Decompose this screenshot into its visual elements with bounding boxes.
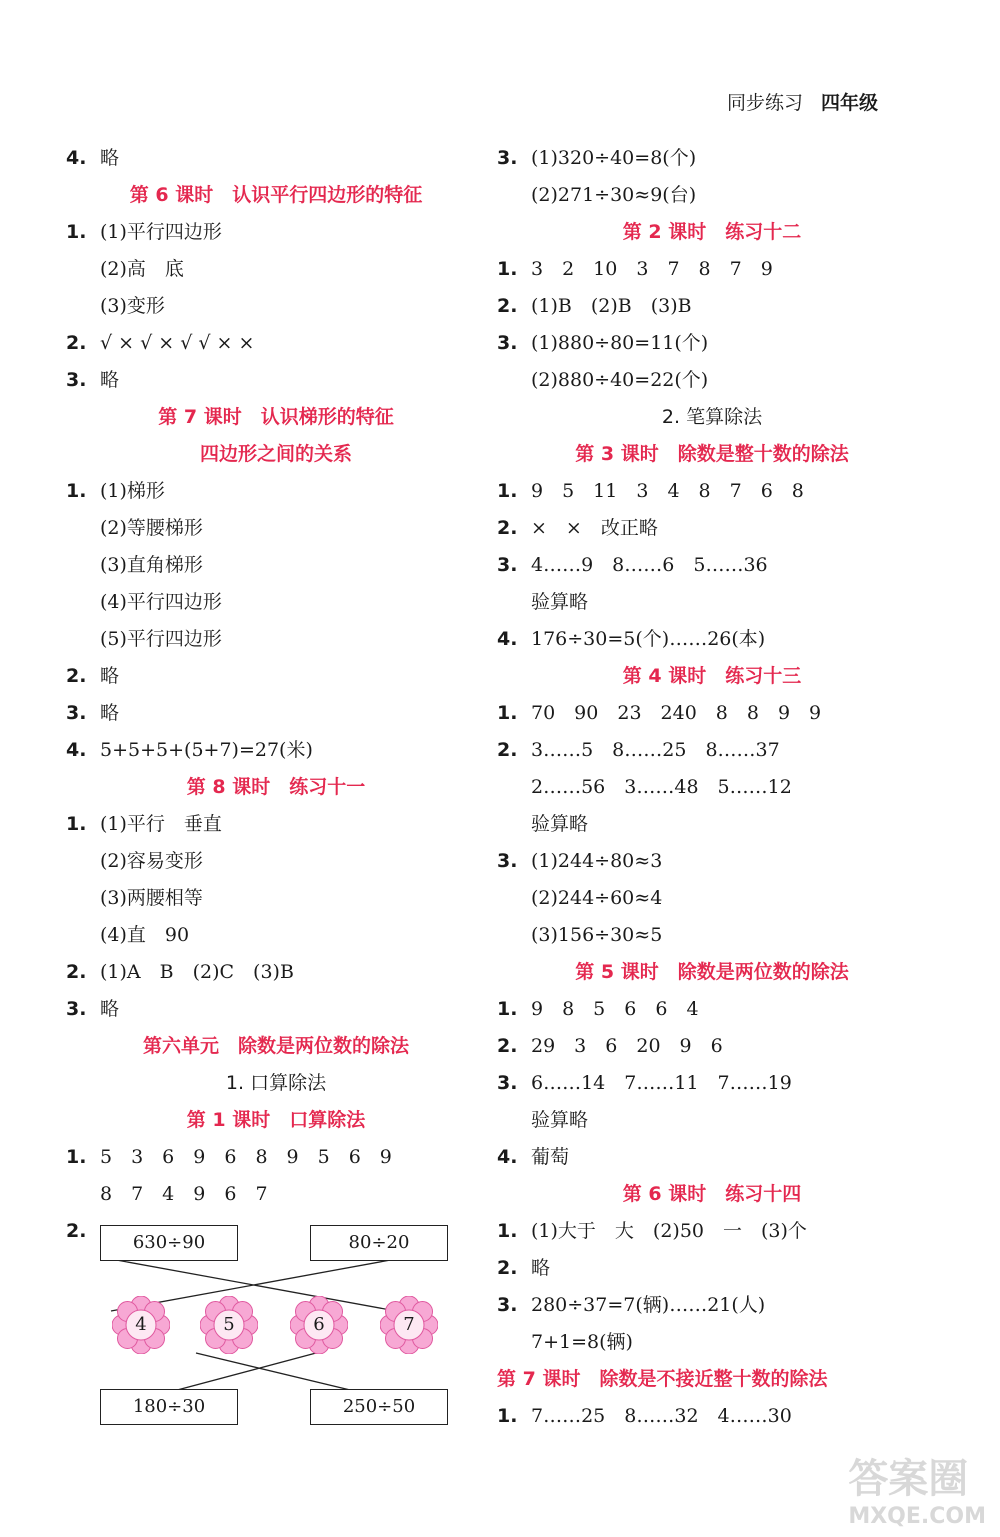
item-number: 1.	[497, 258, 518, 280]
item-number: 1.	[66, 1146, 87, 1168]
answer-continuation: (2)244÷60≈4	[531, 887, 663, 909]
series-title: 同步练习	[726, 92, 803, 114]
item-answer: (1)B (2)B (3)B	[531, 295, 692, 317]
item-answer: (1)梯形	[100, 480, 165, 502]
item-answer: 70 90 23 240 8 8 9 9	[531, 702, 822, 724]
item-answer: 9 8 5 6 6 4	[531, 998, 699, 1020]
flower-7: 7	[380, 1296, 438, 1354]
answer-item	[66, 140, 486, 177]
lesson-heading: 第 5 课时 除数是两位数的除法	[575, 961, 849, 983]
answer-item	[66, 954, 486, 991]
answer-item	[66, 362, 486, 399]
flower-5: 5	[200, 1296, 258, 1354]
item-number: 3.	[66, 702, 87, 724]
item-answer: (1)平行四边形	[100, 221, 222, 243]
item-answer: 略	[100, 147, 120, 169]
item-answer: 9 5 11 3 4 8 7 6 8	[531, 480, 804, 502]
item-number: 3.	[66, 998, 87, 1020]
answer-item	[497, 140, 927, 177]
right-column	[497, 140, 927, 1435]
item-answer: 3 2 10 3 7 8 7 9	[531, 258, 773, 280]
answer-continuation: 8 7 4 9 6 7	[100, 1183, 268, 1205]
item-number: 1.	[497, 998, 518, 1020]
answer-item	[497, 843, 927, 880]
lesson-heading: 第 4 课时 练习十三	[622, 665, 802, 687]
item-number: 4.	[66, 147, 87, 169]
item-number: 1.	[66, 221, 87, 243]
grade-label: 四年级	[820, 92, 878, 114]
answer-item	[497, 251, 927, 288]
item-answer: (1)244÷80≈3	[531, 850, 663, 872]
box-630-div-90: 630÷90	[100, 1225, 238, 1261]
answer-item	[497, 1213, 927, 1250]
answer-continuation: (2)271÷30≈9(台)	[531, 184, 697, 206]
flower-4: 4	[112, 1296, 170, 1354]
item-answer: × × 改正略	[531, 517, 658, 539]
flower-6: 6	[290, 1296, 348, 1354]
answer-continuation: (5)平行四边形	[100, 628, 222, 650]
lesson-heading: 第 8 课时 练习十一	[186, 776, 366, 798]
answer-item	[497, 547, 927, 584]
item-answer: 3……5 8……25 8……37	[531, 739, 780, 761]
item-number: 2.	[66, 1220, 87, 1242]
item-answer: √ × √ × √ √ × ×	[100, 332, 255, 354]
item-number: 3.	[497, 147, 518, 169]
lesson-heading: 第六单元 除数是两位数的除法	[142, 1035, 409, 1057]
answer-continuation: (2)880÷40=22(个)	[531, 369, 709, 391]
answer-item	[497, 621, 927, 658]
item-answer: 略	[100, 998, 120, 1020]
item-answer: 29 3 6 20 9 6	[531, 1035, 723, 1057]
item-answer: (1)平行 垂直	[100, 813, 222, 835]
lesson-heading: 第 6 课时 练习十四	[622, 1183, 802, 1205]
answer-continuation: 验算略	[531, 813, 589, 835]
answer-item	[497, 510, 927, 547]
answer-item	[497, 1139, 927, 1176]
item-answer: 5 3 6 9 6 8 9 5 6 9	[100, 1146, 392, 1168]
answer-item	[497, 1065, 927, 1102]
item-number: 3.	[497, 1072, 518, 1094]
answer-continuation: (2)容易变形	[100, 850, 203, 872]
item-answer: (1)320÷40=8(个)	[531, 147, 697, 169]
item-number: 1.	[497, 1220, 518, 1242]
item-answer: 176÷30=5(个)……26(本)	[531, 628, 766, 650]
answer-item	[497, 1028, 927, 1065]
answer-item	[497, 1287, 927, 1324]
answer-continuation: 7+1=8(辆)	[531, 1331, 633, 1353]
answer-item	[66, 806, 486, 843]
item-number: 2.	[66, 332, 87, 354]
answer-item	[497, 325, 927, 362]
answer-continuation: (3)变形	[100, 295, 165, 317]
item-number: 2.	[497, 295, 518, 317]
answer-continuation: 验算略	[531, 1109, 589, 1131]
lesson-heading: 第 7 课时 认识梯形的特征	[158, 406, 394, 428]
answer-item	[66, 991, 486, 1028]
answer-item	[66, 325, 486, 362]
answer-item	[497, 1398, 927, 1435]
item-answer: (1)A B (2)C (3)B	[100, 961, 294, 983]
answer-item	[66, 473, 486, 510]
item-number: 2.	[497, 1257, 518, 1279]
item-answer: 葡萄	[531, 1146, 570, 1168]
item-number: 1.	[497, 702, 518, 724]
answer-continuation: (2)高 底	[100, 258, 184, 280]
item-number: 2.	[66, 665, 87, 687]
item-number: 1.	[497, 1405, 518, 1427]
box-250-div-50: 250÷50	[310, 1389, 448, 1425]
item-answer: 4……9 8……6 5……36	[531, 554, 768, 576]
item-number: 2.	[497, 739, 518, 761]
item-number: 4.	[66, 739, 87, 761]
section-heading: 2. 笔算除法	[661, 406, 763, 428]
item-answer: 7……25 8……32 4……30	[531, 1405, 792, 1427]
item-number: 4.	[497, 1146, 518, 1168]
answer-continuation: (4)平行四边形	[100, 591, 222, 613]
lesson-heading: 第 1 课时 口算除法	[186, 1109, 366, 1131]
item-answer: 6……14 7……11 7……19	[531, 1072, 792, 1094]
left-column	[66, 140, 486, 1250]
answer-item	[66, 695, 486, 732]
lesson-heading: 第 2 课时 练习十二	[622, 221, 802, 243]
answer-item	[66, 1139, 486, 1176]
answer-item	[497, 991, 927, 1028]
item-number: 3.	[66, 369, 87, 391]
item-number: 3.	[497, 332, 518, 354]
answer-item	[497, 288, 927, 325]
matching-diagram	[66, 1215, 466, 1430]
box-180-div-30: 180÷30	[100, 1389, 238, 1425]
item-number: 1.	[66, 813, 87, 835]
lesson-heading: 第 3 课时 除数是整十数的除法	[575, 443, 849, 465]
box-80-div-20: 80÷20	[310, 1225, 448, 1261]
watermark-logo: 答案圈 MXQE.COM	[848, 1456, 986, 1529]
item-number: 2.	[66, 961, 87, 983]
item-number: 1.	[66, 480, 87, 502]
answer-item	[66, 214, 486, 251]
item-number: 3.	[497, 554, 518, 576]
item-answer: (1)大于 大 (2)50 一 (3)个	[531, 1220, 807, 1242]
answer-continuation: (4)直 90	[100, 924, 190, 946]
answer-item	[497, 1250, 927, 1287]
answer-continuation: 2……56 3……48 5……12	[531, 776, 792, 798]
page-header	[0, 88, 878, 115]
item-answer: 略	[100, 369, 120, 391]
item-number: 3.	[497, 850, 518, 872]
lesson-heading: 第 7 课时 除数是不接近整十数的除法	[497, 1368, 828, 1390]
section-heading: 1. 口算除法	[225, 1072, 327, 1094]
item-number: 4.	[497, 628, 518, 650]
answer-continuation: (2)等腰梯形	[100, 517, 203, 539]
item-answer: 5+5+5+(5+7)=27(米)	[100, 739, 313, 761]
item-answer: 略	[531, 1257, 551, 1279]
item-answer: 280÷37=7(辆)……21(人)	[531, 1294, 766, 1316]
item-answer: 略	[100, 702, 120, 724]
answer-item	[497, 732, 927, 769]
item-answer: 略	[100, 665, 120, 687]
item-answer: (1)880÷80=11(个)	[531, 332, 709, 354]
answer-item	[66, 658, 486, 695]
item-number: 3.	[497, 1294, 518, 1316]
answer-continuation: (3)两腰相等	[100, 887, 203, 909]
lesson-heading: 第 6 课时 认识平行四边形的特征	[129, 184, 423, 206]
answer-item	[66, 732, 486, 769]
lesson-heading: 四边形之间的关系	[199, 443, 352, 465]
answer-item	[497, 473, 927, 510]
answer-continuation: 验算略	[531, 591, 589, 613]
item-number: 2.	[497, 1035, 518, 1057]
answer-continuation: (3)直角梯形	[100, 554, 203, 576]
answer-item	[497, 695, 927, 732]
answer-continuation: (3)156÷30≈5	[531, 924, 663, 946]
item-number: 1.	[497, 480, 518, 502]
item-number: 2.	[497, 517, 518, 539]
